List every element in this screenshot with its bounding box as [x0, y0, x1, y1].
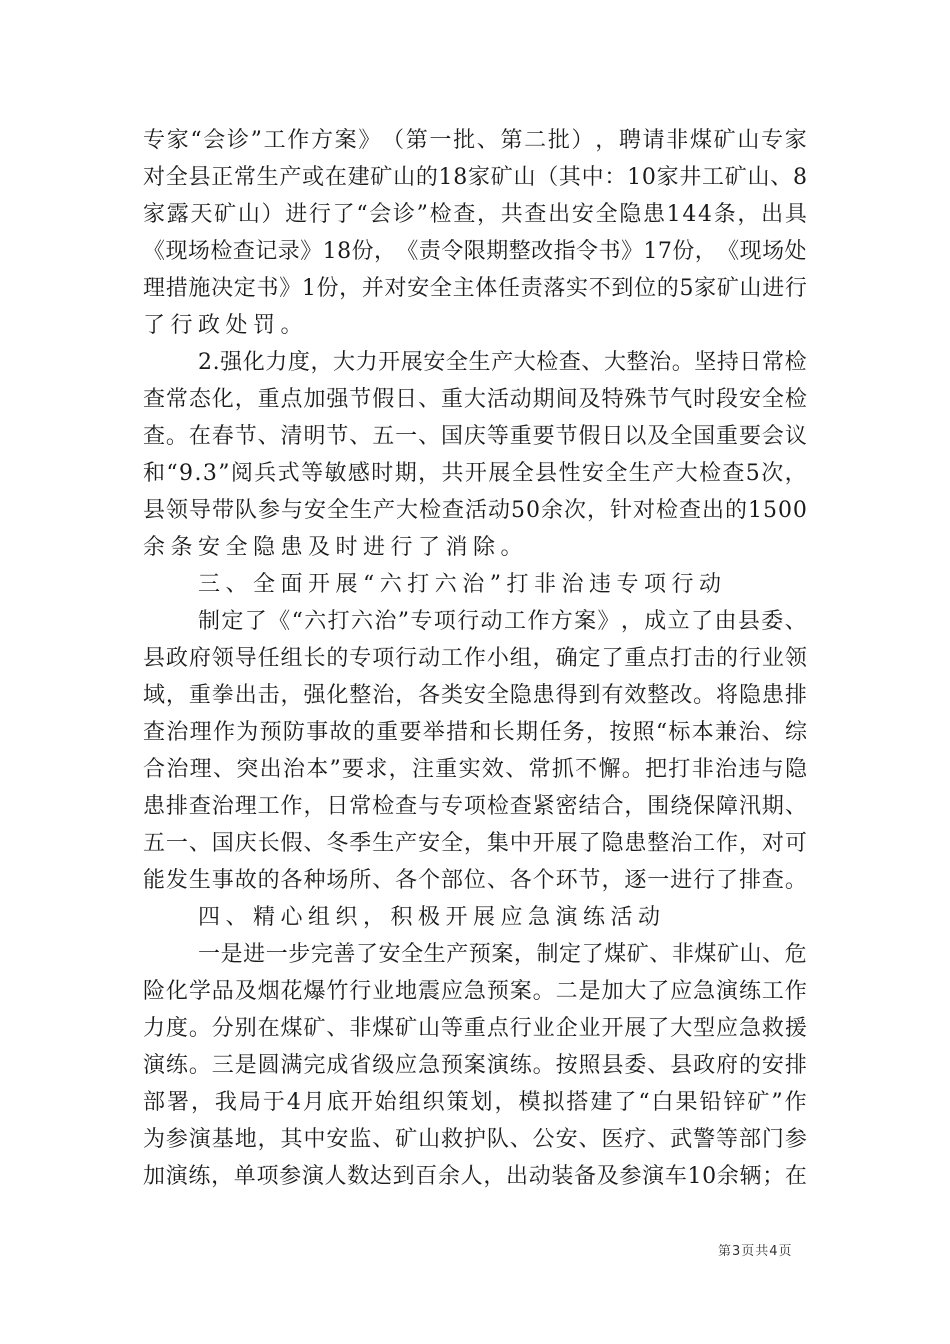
paragraph-line: 县 领 导 带 队 参 与 安 全 生 产 大 检 查 活 动 5 0 余 次 ， 针 对 检 查 出 的 1 5 0 0 — [143, 498, 807, 523]
paragraph-line: 专 家 “ 会 诊 ” 工 作 方 案 》 （ 第 一 批 、 第 二 批 ） ， 聘 请 非 煤 矿 山 专 家 — [143, 128, 807, 153]
paragraph-first-line: 制 定 了 《 “ 六 打 六 治 ” 专 项 行 动 工 作 方 案 》 ， 成 立 了 由 县 委 、 — [198, 609, 807, 634]
line-text: 余条安全隐患及时进行了消除。 — [143, 535, 529, 560]
paragraph-line: 加 演 练 ， 单 项 参 演 人 数 达 到 百 余 人 ， 出 动 装 备 及 参 演 车 1 0 余 辆 ； 在 — [143, 1164, 807, 1189]
paragraph-line — [143, 307, 807, 344]
paragraph-line: 对 全 县 正 常 生 产 或 在 建 矿 山 的 1 8 家 矿 山 （ 其 中 ： 1 0 家 井 工 矿 山 、 8 — [143, 165, 807, 190]
paragraph-line: 力 度 。 分 别 在 煤 矿 、 非 煤 矿 山 等 重 点 行 业 企 业 开 展 了 大 型 应 急 救 援 — [143, 1016, 807, 1041]
paragraph-line: 能 发 生 事 故 的 各 种 场 所 、 各 个 部 位 、 各 个 环 节 ， 逐 一 进 行 了 排 查 。 — [143, 868, 807, 893]
line-text: 三、全面开展“六打六治”打非治违专项行动 — [198, 572, 727, 597]
paragraph-line: 五 一 、 国 庆 长 假 、 冬 季 生 产 安 全 ， 集 中 开 展 了 隐 患 整 治 工 作 ， 对 可 — [143, 831, 807, 856]
paragraph-line: 和 “ 9 . 3 ” 阅 兵 式 等 敏 感 时 期 ， 共 开 展 全 县 性 安 全 生 产 大 检 查 5 次 ， — [143, 461, 807, 486]
page-number-footer: 第3页共4页 — [718, 1244, 793, 1259]
paragraph-line: 患 排 查 治 理 工 作 ， 日 常 检 查 与 专 项 检 查 紧 密 结 合 ， 围 绕 保 障 汛 期 、 — [143, 794, 807, 819]
document-body — [143, 122, 807, 1195]
paragraph-line: 部 署 ， 我 局 于 4 月 底 开 始 组 织 策 划 ， 模 拟 搭 建 了 “ 白 果 铅 锌 矿 ” 作 — [143, 1090, 807, 1115]
paragraph-line: 查 。 在 春 节 、 清 明 节 、 五 一 、 国 庆 等 重 要 节 假 日 以 及 全 国 重 要 会 议 — [143, 424, 807, 449]
line-text: 了行政处罚。 — [143, 313, 309, 338]
paragraph-line: 理 措 施 决 定 书 》 1 份 ， 并 对 安 全 主 体 任 责 落 实 不 到 位 的 5 家 矿 山 进 行 — [143, 276, 807, 301]
paragraph-line: 域 ， 重 拳 出 击 ， 强 化 整 治 ， 各 类 安 全 隐 患 得 到 有 效 整 改 。 将 隐 患 排 — [143, 683, 807, 708]
paragraph-line: 险 化 学 品 及 烟 花 爆 竹 行 业 地 震 应 急 预 案 。 二 是 加 大 了 应 急 演 练 工 作 — [143, 979, 807, 1004]
paragraph-line: 查 治 理 作 为 预 防 事 故 的 重 要 举 措 和 长 期 任 务 ， 按 照 “ 标 本 兼 治 、 综 — [143, 720, 807, 745]
paragraph-first-line — [143, 899, 807, 936]
paragraph-first-line: 2 . 强 化 力 度 ， 大 力 开 展 安 全 生 产 大 检 查 、 大 整 治 。 坚 持 日 常 检 — [198, 350, 807, 375]
line-text: 四、精心组织，积极开展应急演练活动 — [198, 905, 666, 930]
paragraph-line: 县 政 府 领 导 任 组 长 的 专 项 行 动 工 作 小 组 ， 确 定 了 重 点 打 击 的 行 业 领 — [143, 646, 807, 671]
paragraph-line: 合 治 理 、 突 出 治 本 ” 要 求 ， 注 重 实 效 、 常 抓 不 懈 。 把 打 非 治 违 与 隐 — [143, 757, 807, 782]
paragraph-line: 为 参 演 基 地 ， 其 中 安 监 、 矿 山 救 护 队 、 公 安 、 医 疗 、 武 警 等 部 门 参 — [143, 1127, 807, 1152]
paragraph-line: 演 练 。 三 是 圆 满 完 成 省 级 应 急 预 案 演 练 。 按 照 县 委 、 县 政 府 的 安 排 — [143, 1053, 807, 1078]
paragraph-line: 《 现 场 检 查 记 录 》 1 8 份 ， 《 责 令 限 期 整 改 指 令 书 》 1 7 份 ， 《 现 场 处 — [143, 239, 807, 264]
paragraph-line — [143, 529, 807, 566]
paragraph-line: 查 常 态 化 ， 重 点 加 强 节 假 日 、 重 大 活 动 期 间 及 特 殊 节 气 时 段 安 全 检 — [143, 387, 807, 412]
paragraph-line: 家 露 天 矿 山 ） 进 行 了 “ 会 诊 ” 检 查 ， 共 查 出 安 全 隐 患 1 4 4 条 ， 出 具 — [143, 202, 807, 227]
paragraph-first-line: 一 是 进 一 步 完 善 了 安 全 生 产 预 案 ， 制 定 了 煤 矿 、 非 煤 矿 山 、 危 — [198, 942, 807, 967]
paragraph-first-line — [143, 566, 807, 603]
